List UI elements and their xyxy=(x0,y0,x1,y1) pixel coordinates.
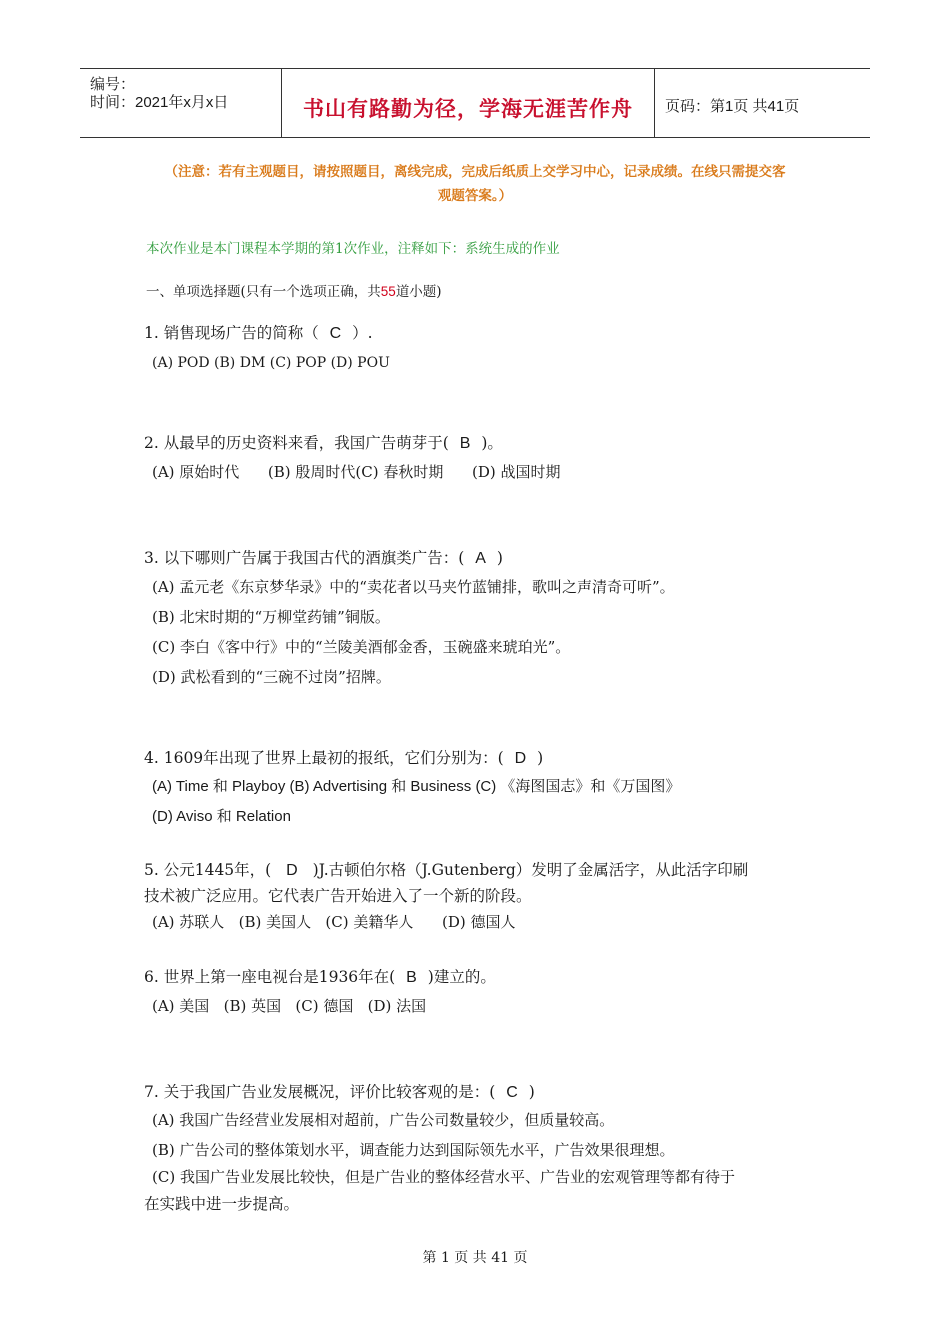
answer: D xyxy=(514,750,527,767)
question-6-stem xyxy=(144,964,804,991)
answer: C xyxy=(506,1084,518,1101)
question-7-option-c-continued: 在实践中进一步提高。 xyxy=(144,1195,300,1213)
answer: D xyxy=(286,862,298,879)
motto: 书山有路勤为径，学海无涯苦作舟 xyxy=(303,96,633,121)
notice-line-2: 观题答案。） xyxy=(437,188,513,204)
header-page-cell xyxy=(655,69,870,137)
question-text: ) xyxy=(496,549,503,567)
question-1-stem xyxy=(144,320,804,347)
question-text: 5. 公元1445年，( xyxy=(144,861,272,879)
answer: A xyxy=(475,550,486,567)
header-table xyxy=(80,68,870,138)
question-text: )建立的。 xyxy=(427,968,496,986)
answer: B xyxy=(459,435,471,452)
question-7-stem xyxy=(144,1079,804,1106)
question-7-option-c: (C) 我国广告业发展比较快，但是广告业的整体经营水平、广告业的宏观管理等都有待于 xyxy=(152,1168,735,1186)
notice xyxy=(140,160,810,208)
question-2-stem xyxy=(144,430,804,457)
header-motto-cell xyxy=(282,69,655,137)
question-4-option-d: (D) Aviso 和 Relation xyxy=(152,808,291,825)
number-label: 编号： xyxy=(90,76,136,93)
question-text: ) xyxy=(528,1083,535,1101)
question-text: 6. 世界上第一座电视台是1936年在( xyxy=(144,968,396,986)
section-prefix: 一、单项选择题(只有一个选项正确，共 xyxy=(146,284,381,300)
question-7-option-b: (B) 广告公司的整体策划水平，调查能力达到国际领先水平，广告效果很理想。 xyxy=(152,1141,675,1159)
question-5-stem xyxy=(144,857,804,884)
answer: C xyxy=(329,325,342,342)
question-text: )J.古顿伯尔格（J.Gutenberg）发明了金属活字，从此活字印刷 xyxy=(312,861,749,879)
question-count: 55 xyxy=(380,284,396,299)
question-7-option-a: (A) 我国广告经营业发展相对超前，广告公司数量较少，但质量较高。 xyxy=(152,1111,615,1129)
question-text: 2. 从最早的历史资料来看，我国广告萌芽于( xyxy=(144,434,449,452)
notice-line-1: （注意：若有主观题目，请按照题目，离线完成，完成后纸质上交学习中心，记录成绩。在线只需提交客 xyxy=(164,164,786,180)
question-4-stem xyxy=(144,745,804,772)
question-3-stem xyxy=(144,545,804,572)
question-5-options: (A) 苏联人 (B) 美国人 (C) 美籍华人 (D) 德国人 xyxy=(152,913,516,931)
section-heading xyxy=(146,280,442,300)
question-text: 1. 销售现场广告的简称（ xyxy=(144,324,319,342)
question-6-options: (A) 美国 (B) 英国 (C) 德国 (D) 法国 xyxy=(152,997,427,1015)
section-suffix: 道小题) xyxy=(395,284,442,300)
question-text: ）. xyxy=(352,324,373,342)
question-text: )。 xyxy=(481,434,503,452)
question-3-option-a: (A) 孟元老《东京梦华录》中的“卖花者以马夹竹蓝铺排，歌叫之声清奇可听”。 xyxy=(152,578,675,596)
header-meta-cell xyxy=(80,69,282,137)
page-footer: 第 1 页 共 41 页 xyxy=(422,1250,528,1266)
question-4-option-abc: (A) Time 和 Playboy (B) Advertising 和 Business (C) 《海图国志》和《万国图》 xyxy=(152,778,681,795)
question-5-stem-line-2: 技术被广泛应用。它代表广告开始进入了一个新的阶段。 xyxy=(144,887,532,905)
question-text: 4. 1609年出现了世界上最初的报纸，它们分别为：( xyxy=(144,749,504,767)
question-text: 7. 关于我国广告业发展概况，评价比较客观的是：( xyxy=(144,1083,496,1101)
time-label: 时间：2021年x月x日 xyxy=(90,94,229,111)
page-info: 页码：第1页 共41页 xyxy=(665,98,800,115)
question-3-option-d: (D) 武松看到的“三碗不过岗”招牌。 xyxy=(152,668,391,686)
question-text: 3. 以下哪则广告属于我国古代的酒旗类广告：( xyxy=(144,549,465,567)
question-3-option-c: (C) 李白《客中行》中的“兰陵美酒郁金香，玉碗盛来琥珀光”。 xyxy=(152,638,571,656)
question-2-options: (A) 原始时代 (B) 殷周时代(C) 春秋时期 (D) 战国时期 xyxy=(152,463,561,481)
question-3-option-b: (B) 北宋时期的“万柳堂药铺”铜版。 xyxy=(152,608,390,626)
answer: B xyxy=(406,969,417,986)
question-1-options: (A) POD (B) DM (C) POP (D) POU xyxy=(152,355,390,371)
question-text: ) xyxy=(537,749,544,767)
intro-text: 本次作业是本门课程本学期的第1次作业，注释如下：系统生成的作业 xyxy=(146,241,560,257)
